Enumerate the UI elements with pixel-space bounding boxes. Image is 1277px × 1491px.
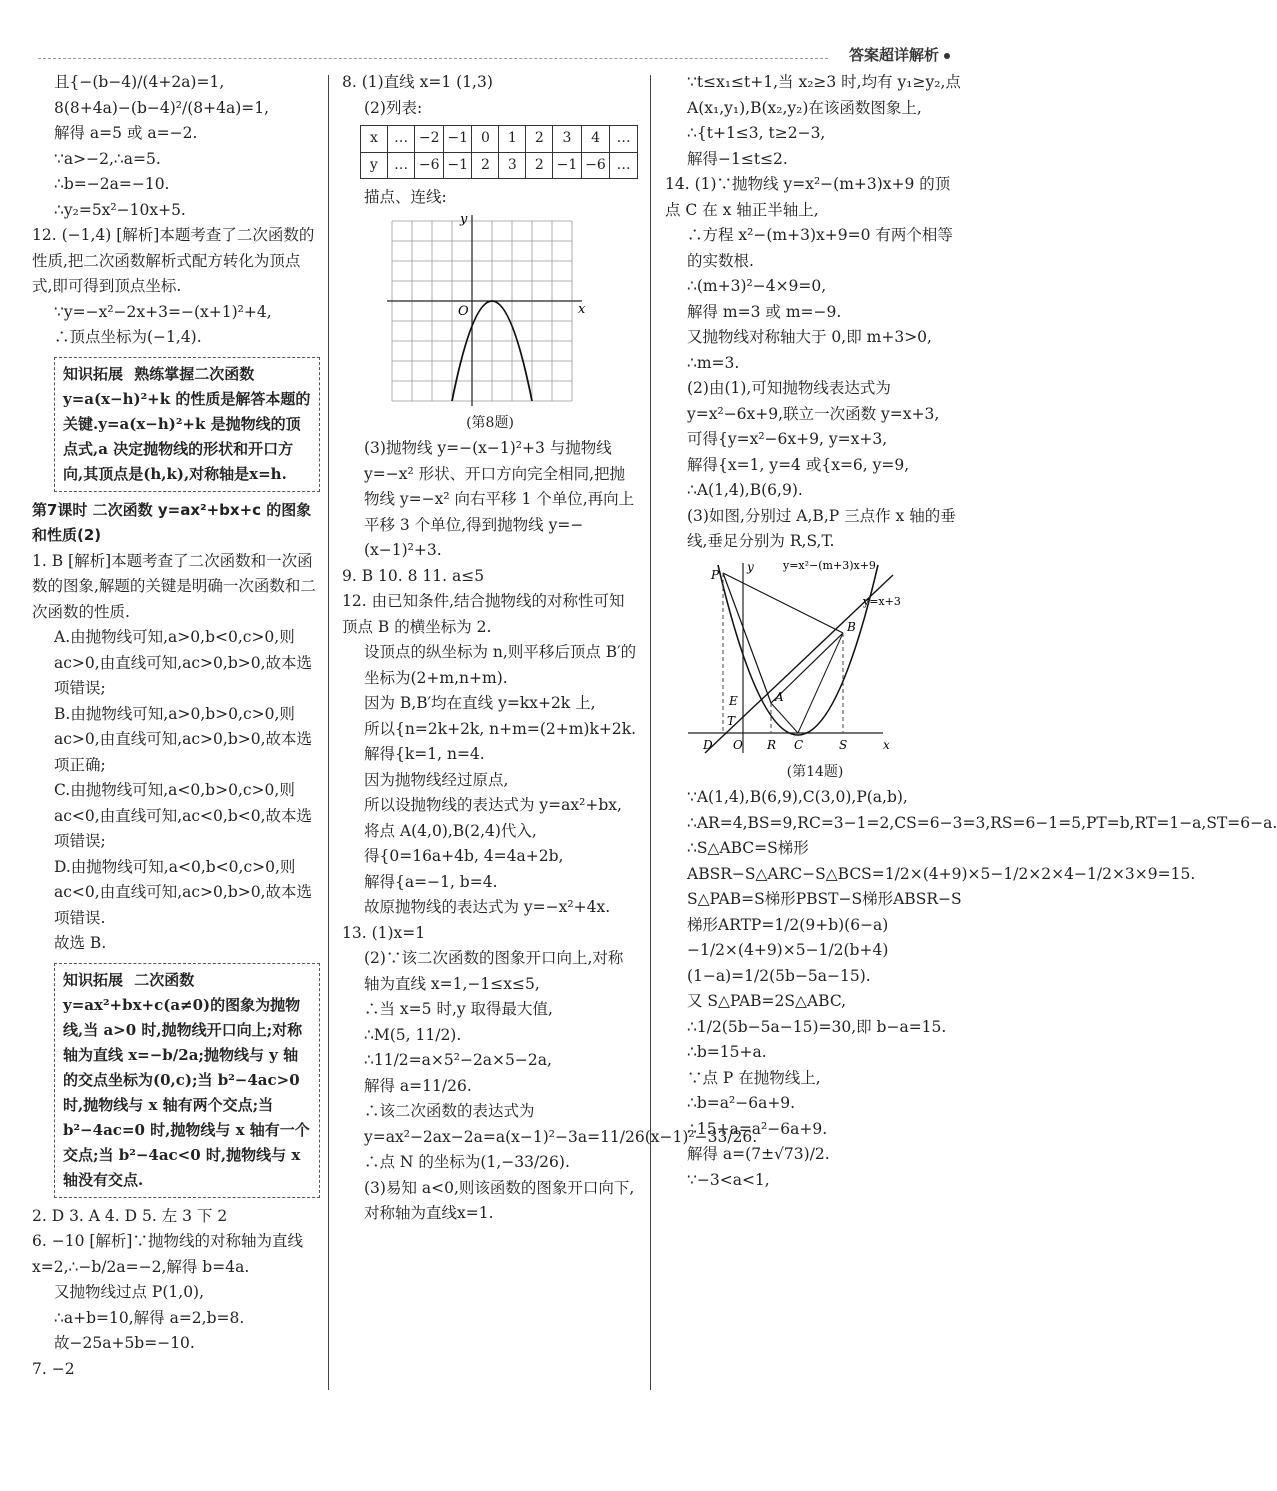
table-cell: −6 xyxy=(581,152,610,179)
segment-AC xyxy=(771,703,798,733)
text-line: ∴1/2(5b−5a−15)=30,即 b−a=15. xyxy=(687,1017,947,1036)
table-cell: y xyxy=(361,152,388,179)
text-line: 解得{k=1, n=4. xyxy=(364,745,485,763)
column-divider xyxy=(650,75,651,1390)
tip-text: 熟练掌握二次函数 y=a(x−h)²+k 的性质是解答本题的关键.y=a(x−h)²+k 是抛物线的顶点式,a 决定抛物线的形状和开口方向,其顶点是(h,k),对称轴是x=h. xyxy=(63,364,311,483)
text-line: ∵a>−2,∴a=5. xyxy=(54,149,161,168)
table-cell: … xyxy=(387,126,415,153)
figure-14-graph xyxy=(683,555,953,760)
point-label: E xyxy=(729,693,738,708)
table-cell: −1 xyxy=(443,126,472,153)
table-cell: … xyxy=(610,126,638,153)
text-line: 解得−1≤t≤2. xyxy=(687,149,788,168)
table-cell: 2 xyxy=(472,152,499,179)
text-line: ∴M(5, 11/2). xyxy=(364,1025,462,1044)
text-line: ∵y=−x²−2x+3=−(x+1)²+4, xyxy=(54,302,272,321)
text-line: 8(8+4a)−(b−4)²/(8+4a)=1, xyxy=(54,98,270,117)
text-line: ∵−3<a<1, xyxy=(687,1170,770,1189)
table-cell: x xyxy=(361,126,388,153)
y-axis-label: y xyxy=(460,211,468,227)
point-label: A xyxy=(775,689,784,704)
text-line: A.由抛物线可知,a>0,b<0,c>0,则 ac>0,由直线可知,ac>0,b>0,故本选项错误; xyxy=(54,628,313,697)
text-line: ∴当 x=5 时,y 取得最大值, xyxy=(364,1000,553,1018)
text-line: 得{0=16a+4b, 4=4a+2b, xyxy=(364,847,564,865)
text-line: 又抛物线过点 P(1,0), xyxy=(54,1283,205,1301)
figure-caption: (第14题) xyxy=(786,763,844,780)
knowledge-tip xyxy=(54,357,320,492)
text-line: C.由抛物线可知,a<0,b>0,c>0,则 ac<0,由直线可知,ac<0,b<0,故本选项错误; xyxy=(54,781,313,850)
text-line: ∴y₂=5x²−10x+5. xyxy=(54,200,186,219)
table-cell: −2 xyxy=(415,126,444,153)
x-axis-label: x xyxy=(883,737,890,752)
table-row xyxy=(361,152,638,179)
segment-PB xyxy=(723,573,843,633)
text-line: 故原抛物线的表达式为 y=−x²+4x. xyxy=(364,898,611,916)
text-line: ∴AR=4,BS=9,RC=3−1=2,CS=6−3=3,RS=6−1=5,PT=b,RT=1−a,ST=6−a. xyxy=(687,813,1277,832)
point-label: O xyxy=(733,737,743,752)
text-line: 解得 m=3 或 m=−9. xyxy=(687,302,842,321)
header-rule xyxy=(38,58,828,59)
point-label: P xyxy=(711,567,720,582)
text-line: 又 S△PAB=2S△ABC, xyxy=(687,992,847,1010)
table-cell: 2 xyxy=(526,126,553,153)
text-line: ∴11/2=a×5²−2a×5−2a, xyxy=(364,1051,552,1069)
text-line: S△PAB=S梯形PBST−S梯形ABSR−S梯形ARTP=1/2(9+b)(6−a)−1/2×(4+9)×5−1/2(b+4)(1−a)=1/2(5b−5a−15). xyxy=(687,890,962,985)
table-cell: 0 xyxy=(472,126,499,153)
text-line: 解得 a=11/26. xyxy=(364,1076,472,1095)
column-3 xyxy=(665,70,1277,1471)
text-line: (2)∵该二次函数的图象开口向上,对称轴为直线 x=1,−1≤x≤5, xyxy=(364,949,624,993)
text-line: 描点、连线: xyxy=(364,188,447,206)
text-line: ∴b=−2a=−10. xyxy=(54,175,170,193)
table-cell: … xyxy=(610,152,638,179)
text-line: 解得 a=(7±√73)/2. xyxy=(687,1145,830,1163)
answer-13: 13. (1)x=1 xyxy=(342,923,426,942)
header-title: 答案超详解析 xyxy=(849,44,950,65)
segment-PA xyxy=(723,573,771,703)
answer-6: 6. −10 [解析]∵抛物线的对称轴为直线x=2,∴−b/2a=−2,解得 b=4a. xyxy=(32,1232,303,1276)
text-line: 可得{y=x²−6x+9, y=x+3, xyxy=(687,430,888,448)
text-line: D.由抛物线可知,a<0,b<0,c>0,则 ac<0,由直线可知,ac>0,b>0,故本选项错误. xyxy=(54,857,313,927)
knowledge-tip xyxy=(54,963,320,1198)
point-label: B xyxy=(847,619,856,634)
table-row xyxy=(361,126,638,153)
answer-7: 7. −2 xyxy=(32,1359,75,1378)
text-line: ∵A(1,4),B(6,9),C(3,0),P(a,b), xyxy=(687,788,908,806)
figure-caption: (第8题) xyxy=(466,414,514,431)
point-label: S xyxy=(839,737,848,752)
text-line: ∴b=a²−6a+9. xyxy=(687,1094,796,1112)
parabola-curve xyxy=(718,565,878,735)
text-line: 将点 A(4,0),B(2,4)代入, xyxy=(364,821,537,840)
text-line: ∴点 N 的坐标为(1,−33/26). xyxy=(364,1153,570,1171)
text-line: (2)列表: xyxy=(364,98,423,117)
curve-label: y=x²−(m+3)x+9 xyxy=(783,558,876,572)
text-line: 解得 a=5 或 a=−2. xyxy=(54,124,198,142)
column-divider xyxy=(328,75,329,1390)
text-line: 所以设抛物线的表达式为 y=ax²+bx, xyxy=(364,796,622,814)
text-line: 故选 B. xyxy=(54,934,107,952)
text-line: B.由抛物线可知,a>0,b>0,c>0,则 ac>0,由直线可知,ac>0,b>0,故本选项正确; xyxy=(54,704,313,774)
text-line: ∴m=3. xyxy=(687,353,740,372)
answer-14: 14. (1)∵抛物线 y=x²−(m+3)x+9 的顶点 C 在 x 轴正半轴上, xyxy=(665,175,951,219)
text-line: ∴(m+3)²−4×9=0, xyxy=(687,277,827,295)
tip-title: 知识拓展 xyxy=(63,364,124,383)
column-1 xyxy=(32,70,320,1471)
table-cell: 1 xyxy=(499,126,526,153)
answers-2-5: 2. D 3. A 4. D 5. 左 3 下 2 xyxy=(32,1206,228,1225)
table-cell: −1 xyxy=(553,152,582,179)
table-cell: 3 xyxy=(499,152,526,179)
text-line: (3)如图,分别过 A,B,P 三点作 x 轴的垂线,垂足分别为 R,S,T. xyxy=(687,506,956,550)
text-line: ∴A(1,4),B(6,9). xyxy=(687,481,803,499)
text-line: 解得{a=−1, b=4. xyxy=(364,872,498,891)
text-line: ∴b=15+a. xyxy=(687,1043,767,1061)
text-line: 解得{x=1, y=4 或{x=6, y=9, xyxy=(687,455,910,474)
table-cell: −1 xyxy=(443,152,472,179)
x-axis-label: x xyxy=(578,301,586,317)
text-line: (3)抛物线 y=−(x−1)²+3 与抛物线 y=−x² 形状、开口方向完全相同,把抛物线 y=−x² 向右平移 1 个单位,再向上平移 3 个单位,得到抛物线 y=−(x−1)²+3. xyxy=(364,439,635,559)
point-label: C xyxy=(794,737,804,752)
text-line: 设顶点的纵坐标为 n,则平移后顶点 B′的坐标为(2+m,n+m). xyxy=(364,643,637,687)
point-label: R xyxy=(767,737,777,752)
point-label: D xyxy=(703,737,713,752)
answers-9-11: 9. B 10. 8 11. a≤5 xyxy=(342,566,485,585)
text-line: 因为 B,B′均在直线 y=kx+2k 上, xyxy=(364,694,596,712)
figure-8-graph xyxy=(382,211,642,411)
answer-1: 1. B [解析]本题考查了二次函数和一次函数的图象,解题的关键是明确一次函数和二次函数的性质. xyxy=(32,551,316,621)
table-cell: 3 xyxy=(553,126,582,153)
text-line: ∴15+a=a²−6a+9. xyxy=(687,1119,828,1138)
text-line: ∴{t+1≤3, t≥2−3, xyxy=(687,124,826,142)
lesson-title: 第7课时 二次函数 y=ax²+bx+c 的图象和性质(2) xyxy=(32,500,312,544)
text-line: ∵t≤x₁≤t+1,当 x₂≥3 时,均有 y₁≥y₂,点 A(x₁,y₁),B(x₂,y₂)在该函数图象上, xyxy=(687,73,961,117)
text-line: 又抛物线对称轴大于 0,即 m+3>0, xyxy=(687,328,932,346)
y-axis-label: y xyxy=(747,559,754,574)
answer-12: 12. 由已知条件,结合抛物线的对称性可知顶点 B 的横坐标为 2. xyxy=(342,592,625,636)
text-line: 因为抛物线经过原点, xyxy=(364,770,509,789)
value-table xyxy=(360,125,638,179)
segment-CB xyxy=(798,633,843,733)
text-line: (2)由(1),可知抛物线表达式为 y=x²−6x+9,联立一次函数 y=x+3, xyxy=(687,379,940,423)
text-line: ∴顶点坐标为(−1,4). xyxy=(54,328,202,346)
tip-text: 二次函数 y=ax²+bx+c(a≠0)的图象为抛物线,当 a>0 时,抛物线开口向上;对称轴为直线 x=−b/2a;抛物线与 y 轴的交点坐标为(0,c);当 b²−4ac>0 时,抛物线与 x 轴有两个交点;当 b²−4ac=0 时,抛物线与 x 轴有一个交点;当 b²−4ac<0 时,抛物线与 x 轴没有交点. xyxy=(63,970,310,1189)
text-line: 故−25a+5b=−10. xyxy=(54,1334,195,1352)
answer-8: 8. (1)直线 x=1 (1,3) xyxy=(342,73,493,91)
table-cell: 2 xyxy=(526,152,553,179)
table-cell: −6 xyxy=(415,152,444,179)
line-label: y=x+3 xyxy=(863,594,901,608)
text-line: 且{−(b−4)/(4+2a)=1, xyxy=(54,73,225,91)
grid xyxy=(392,221,572,401)
text-line: ∴S△ABC=S梯形ABSR−S△ARC−S△BCS=1/2×(4+9)×5−1/2×2×4−1/2×3×9=15. xyxy=(687,839,1196,883)
answer-12: 12. (−1,4) [解析]本题考查了二次函数的性质,把二次函数解析式配方转化为顶点式,即可得到顶点坐标. xyxy=(32,226,315,295)
text-line: ∴方程 x²−(m+3)x+9=0 有两个相等的实数根. xyxy=(687,226,953,270)
table-cell: … xyxy=(387,152,415,179)
table-cell: 4 xyxy=(581,126,610,153)
point-label: T xyxy=(727,713,736,728)
text-line: ∵点 P 在抛物线上, xyxy=(687,1068,821,1087)
text-line: (3)易知 a<0,则该函数的图象开口向下,对称轴为直线x=1. xyxy=(364,1178,635,1222)
origin-label: O xyxy=(458,303,469,319)
text-line: ∴a+b=10,解得 a=2,b=8. xyxy=(54,1308,245,1327)
tip-title: 知识拓展 xyxy=(63,970,124,989)
text-line: 所以{n=2k+2k, n+m=(2+m)k+2k. xyxy=(364,719,637,738)
text-line: ∴该二次函数的表达式为 y=ax²−2ax−2a=a(x−1)²−3a=11/26(x−1)²−33/26. xyxy=(364,1102,758,1146)
